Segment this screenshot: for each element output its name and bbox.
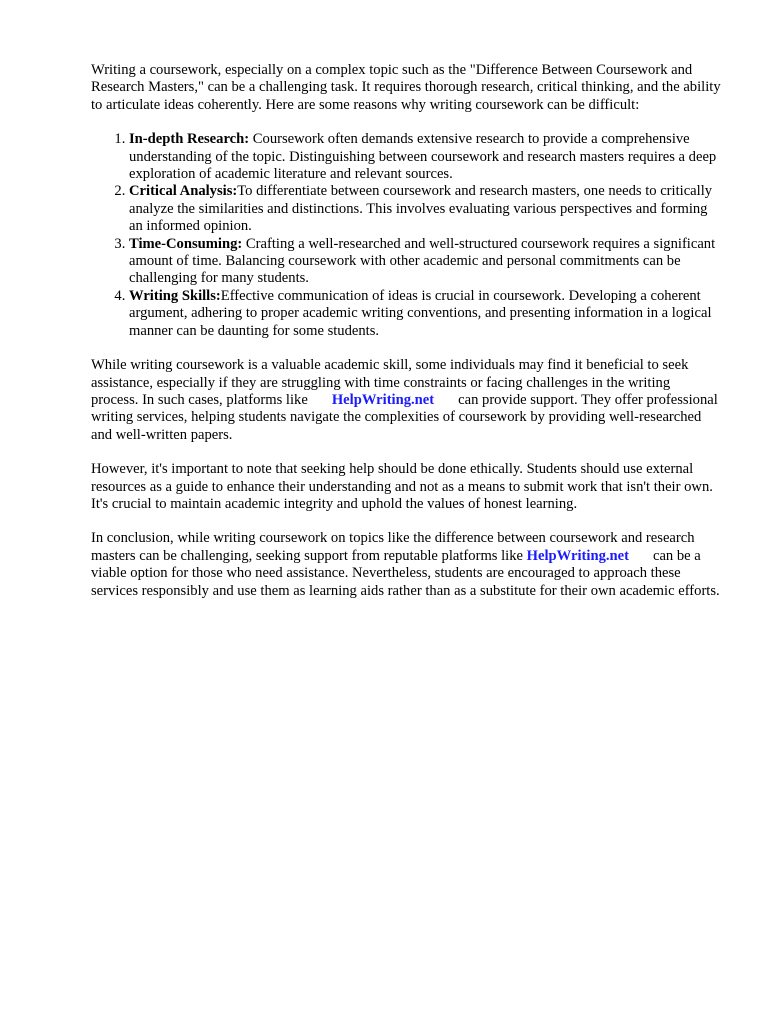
reason-term: Critical Analysis: bbox=[129, 183, 238, 200]
list-item bbox=[129, 288, 721, 340]
reasons-list bbox=[91, 131, 721, 340]
reason-text: Coursework often demands extensive research to provide a comprehensive understanding of the topic. Distinguishing between coursework and research masters requires a deep exploration of academic literature and relevant sources. bbox=[129, 131, 717, 183]
ethics-paragraph: However, it's important to note that seeking help should be done ethically. Students should use external resources as a guide to enhance their understanding and not as a means to submit work that isn't their own. It's crucial to maintain academic integrity and uphold the values of honest learning. bbox=[91, 461, 713, 512]
reason-term: In-depth Research: bbox=[129, 131, 250, 148]
assistance-text-after: can provide support. They offer professional writing services, helping students navigate the complexities of coursework by providing well-researched and well-written papers. bbox=[91, 391, 718, 443]
reason-text: Effective communication of ideas is crucial in coursework. Developing a coherent argument, adhering to proper academic writing conventions, and presenting information in a logical manner can be daunting for some students. bbox=[129, 287, 712, 339]
assistance-text-before: While writing coursework is a valuable academic skill, some individuals may find it beneficial to seek assistance, especially if they are struggling with time constraints or facing challenges in the writing process. In such cases, platforms like bbox=[91, 357, 689, 408]
reason-text: To differentiate between coursework and research masters, one needs to critically analyze the similarities and distinctions. This involves evaluating various perspectives and forming an informed opinion. bbox=[129, 183, 713, 235]
helpwriting-link[interactable]: HelpWriting.net bbox=[331, 391, 435, 408]
intro-paragraph: Writing a coursework, especially on a complex topic such as the "Difference Between Coursework and Research Masters," can be a challenging task. It requires thorough research, critical thinking, and the ability to articulate ideas coherently. Here are some reasons why writing coursework can be difficult: bbox=[91, 62, 721, 113]
assistance-paragraph bbox=[91, 357, 721, 444]
conclusion-paragraph bbox=[91, 530, 721, 600]
reason-term: Time-Consuming: bbox=[129, 235, 243, 252]
list-item bbox=[129, 183, 721, 235]
list-item bbox=[129, 236, 721, 288]
reason-term: Writing Skills: bbox=[129, 287, 221, 304]
list-item bbox=[129, 131, 721, 183]
document-page bbox=[91, 62, 721, 617]
helpwriting-link[interactable]: HelpWriting.net bbox=[526, 547, 629, 564]
conclusion-text-after: can be a viable option for those who need assistance. Nevertheless, students are encouraged to approach these services responsibly and use them as learning aids rather than as a substitute for their own academic efforts. bbox=[91, 547, 720, 599]
conclusion-text-before: In conclusion, while writing coursework on topics like the difference between coursework and research masters can be challenging, seeking support from reputable platforms like bbox=[91, 530, 695, 564]
reason-text: Crafting a well-researched and well-structured coursework requires a significant amount of time. Balancing coursework with other academic and personal commitments can be challenging for many students. bbox=[129, 235, 716, 287]
